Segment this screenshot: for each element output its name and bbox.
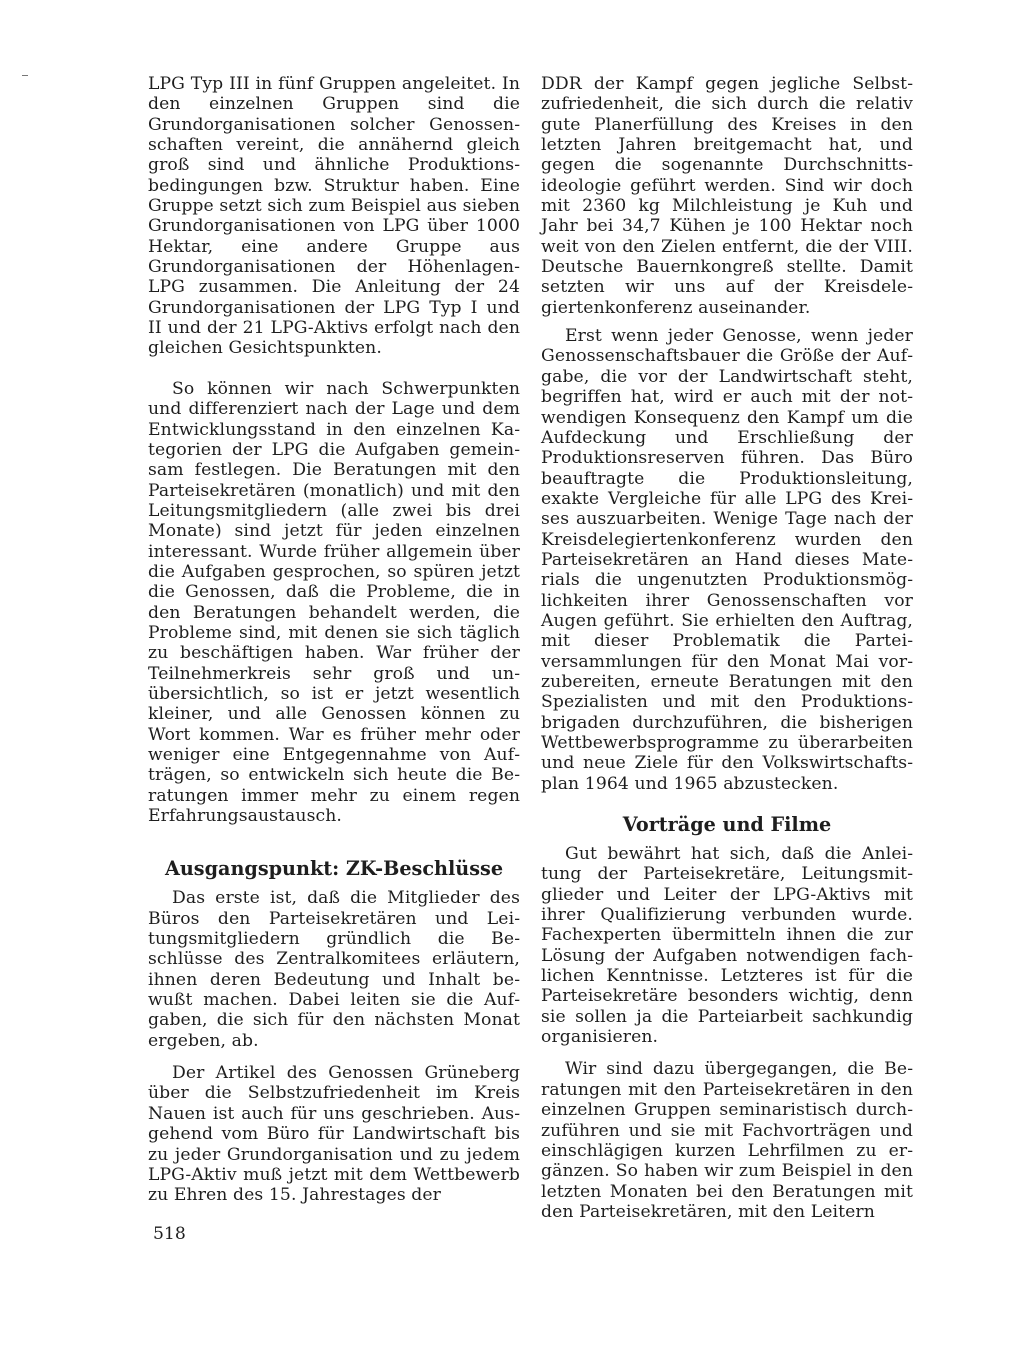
right-column [541,74,913,1222]
paragraph: LPG Typ III in fünf Gruppen angeleitet. In den einzelnen Gruppen sind die Grundorganisationen solcher Genossenschaften vereint, die annähernd gleich groß sind und ähnliche Produktionsbedingungen bzw. Struktur haben. Eine Gruppe setzt sich zum Beispiel aus sieben Grundorganisationen von LPG über 1000 Hektar, eine andere Gruppe aus Grundorganisationen der Höhenlagen-LPG zusammen. Die Anleitung der 24 Grundorganisationen der LPG Typ I und II und der 21 LPG-Aktivs erfolgt nach den gleichen Gesichtspunkten. [148,74,520,359]
section-heading: Vorträge und Filme [622,813,832,837]
paragraph: Gut bewährt hat sich, daß die Anleitung der Parteisekretäre, Leitungsmitglieder und Leiter der LPG-Aktivs mit ihrer Qualifizierung verbunden wurde. Fachexperten übermitteln ihnen die zur Lösung der Aufgaben notwendigen fachlichen Kenntnisse. Letzteres ist für die Parteisekretäre besonders wichtig, denn sie sollen ja die Parteiarbeit sachkundig organisieren. [541,844,913,1048]
paragraph: So können wir nach Schwerpunkten und differenziert nach der Lage und dem Entwicklungsstand in den einzelnen Kategorien der LPG die Aufgaben gemeinsam festlegen. Die Beratungen mit den Parteisekretären (monatlich) und mit den Leitungsmitgliedern (alle zwei bis drei Monate) sind jetzt für jeden einzelnen interessant. Wurde früher allgemein über die Aufgaben gesprochen, so spüren jetzt die Genossen, daß die Probleme, die in den Beratungen behandelt werden, die Probleme sind, mit denen sie sich täglich zu beschäftigen haben. War früher der Teilnehmerkreis sehr groß und unübersichtlich, so ist er jetzt wesentlich kleiner, und alle Genossen können zu Wort kommen. War es früher mehr oder weniger eine Entgegennahme von Aufträgen, so entwickeln sich heute die Beratungen immer mehr zu einem regen Erfahrungsaustausch. [148,378,520,827]
margin-mark [22,75,28,76]
paragraph: Das erste ist, daß die Mitglieder des Büros den Parteisekretären und Leitungsmitgliedern gründlich die Beschlüsse des Zentralkomitees erläutern, ihnen deren Bedeutung und Inhalt bewußt machen. Dabei leiten sie die Aufgaben, die sich für den nächsten Monat ergeben, ab. [148,888,520,1051]
left-column [148,74,520,1206]
paragraph: Der Artikel des Genossen Grüneberg über die Selbstzufriedenheit im Kreis Nauen ist auch für uns geschrieben. Ausgehend vom Büro für Landwirtschaft bis zu jeder Grundorganisation und zu jedem LPG-Aktiv muß jetzt mit dem Wettbewerb zu Ehren des 15. Jahrestages der [148,1063,520,1206]
paragraph: Erst wenn jeder Genosse, wenn jeder Genossenschaftsbauer die Größe der Aufgabe, die vor der Landwirtschaft steht, begriffen hat, wird er auch mit der notwendigen Konsequenz den Kampf um die Aufdeckung und Erschließung der Produktionsreserven führen. Das Büro beauftragte die Produktionsleitung, exakte Vergleiche für alle LPG des Kreises auszuarbeiten. Wenige Tage nach der Kreisdelegiertenkonferenz wurden den Parteisekretären an Hand dieses Materials die ungenutzten Produktionsmöglichkeiten ihrer Genossenschaften vor Augen geführt. Sie erhielten den Auftrag, mit dieser Problematik die Parteiversammlungen für den Monat Mai vorzubereiten, erneute Beratungen mit den Spezialisten und mit den Produktionsbrigaden durchzuführen, die bisherigen Wettbewerbsprogramme zu überarbeiten und neue Ziele für den Volkswirtschaftsplan 1964 und 1965 abzustecken. [541,326,913,794]
page-number: 518 [153,1224,186,1244]
section-heading: Ausgangspunkt: ZK-Beschlüsse [164,857,504,881]
paragraph: Wir sind dazu übergegangen, die Beratungen mit den Parteisekretären in den einzelnen Gruppen seminaristisch durchzuführen und sie mit Fachvorträgen und einschlägigen kurzen Lehrfilmen zu ergänzen. So haben wir zum Beispiel in den letzten Monaten bei den Beratungen mit den Parteisekretären, mit den Leitern [541,1059,913,1222]
paragraph: DDR der Kampf gegen jegliche Selbstzufriedenheit, die sich durch die relativ gute Planerfüllung des Kreises in den letzten Jahren breitgemacht hat, und gegen die sogenannte Durchschnittsideologie geführt werden. Sind wir doch mit 2360 kg Milchleistung je Kuh und Jahr bei 34,7 Kühen je 100 Hektar noch weit von den Zielen entfernt, die der VIII. Deutsche Bauernkongreß stellte. Damit setzten wir uns auf der Kreisdelegiertenkonferenz auseinander. [541,74,913,318]
